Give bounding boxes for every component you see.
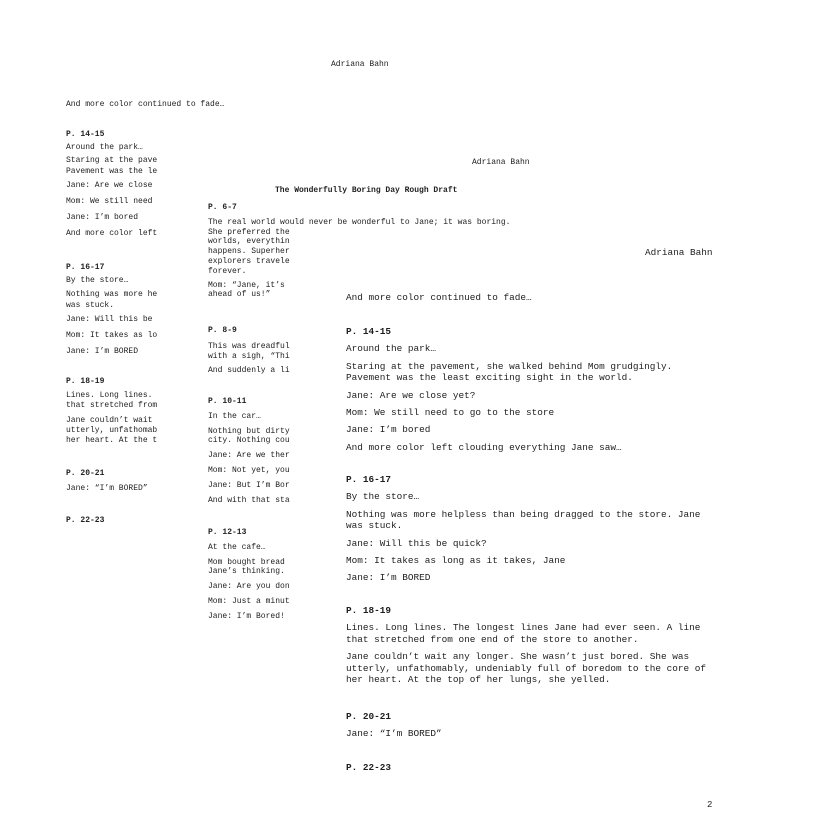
text-line: This was dreadful (208, 341, 290, 351)
section-heading: P. 16-17 (346, 474, 392, 485)
text-line: Jane couldn’t wait (66, 415, 153, 425)
document-title-block (275, 186, 457, 196)
text-line: Jane: I’m bored (346, 424, 431, 436)
text-line: Jane: But I’m Bor (208, 480, 290, 490)
text-line: Jane: Will this be (66, 314, 153, 324)
text-line: worlds, everythin (208, 237, 290, 247)
section-p22-23 (346, 762, 391, 773)
text-line: Around the park… (346, 343, 437, 355)
text-line: Around the park… (66, 143, 143, 153)
section-p18-19 (346, 605, 718, 685)
text-line: In the car… (208, 411, 261, 421)
section-p8-9 (208, 326, 290, 376)
section-heading: P. 12-13 (208, 528, 247, 537)
page-header-author: Adriana Bahn (472, 158, 530, 167)
text-line: Jane: Are you don (208, 582, 290, 592)
text-line: Mom: It takes as long as it takes, Jane (346, 555, 566, 567)
text-paragraph: Nothing was more helpless than being dragged to the store. Jane was stuck. (346, 508, 701, 532)
section-heading: P. 14-15 (346, 326, 392, 337)
section-p12-13 (208, 528, 290, 622)
text-line: Jane: “I’m BORED” (346, 728, 442, 740)
section-p14-15 (346, 326, 706, 453)
text-line: Jane: “I’m BORED” (66, 484, 148, 494)
intro-text: And more color continued to fade… (66, 100, 225, 109)
text-line: Mom: We still need (66, 197, 153, 207)
section-p20-21 (346, 711, 442, 740)
text-paragraph: Lines. Long lines. The longest lines Jane had ever seen. A line that stretched from one end of the store to another. (346, 622, 701, 645)
text-line: explorers travele (208, 256, 290, 266)
text-line: Jane: I’m Bored! (208, 611, 285, 621)
text-line: Lines. Long lines. (66, 391, 153, 401)
text-line: Mom: It takes as lo (66, 331, 158, 341)
text-line: The real world would never be wonderful to Jane; it was boring. (208, 217, 511, 227)
text-line: Nothing was more he (66, 290, 158, 300)
section-p16-17 (66, 263, 157, 357)
section-heading: P. 20-21 (66, 469, 105, 478)
text-line: Jane: Are we close (66, 180, 153, 190)
section-p14-15 (66, 130, 157, 240)
page-header-author: Adriana Bahn (331, 60, 389, 69)
section-heading: P. 22-23 (66, 516, 105, 525)
section-heading: P. 18-19 (346, 605, 392, 616)
page-header-author: Adriana Bahn (645, 247, 713, 258)
page-intro (66, 100, 225, 110)
text-line: Mom: We still need to go to the store (346, 407, 555, 419)
text-line: And more color left clouding everything Jane saw… (346, 441, 622, 453)
text-line: Jane: Are we close yet? (346, 389, 476, 401)
text-line: Mom: Not yet, you (208, 465, 290, 475)
text-line: Jane: I’m BORED (66, 347, 139, 357)
section-p10-11 (208, 397, 290, 505)
text-line: ahead of us!” (208, 290, 271, 300)
text-line: By the store… (66, 276, 129, 286)
text-line: And suddenly a li (208, 366, 290, 376)
document-title: The Wonderfully Boring Day Rough Draft (275, 186, 458, 195)
text-line: Staring at the pave (66, 156, 158, 166)
text-paragraph: Staring at the pavement, she walked behind Mom grudgingly. Pavement was the least exciting sight in the world. (346, 360, 673, 384)
section-heading: P. 8-9 (208, 326, 237, 335)
text-line: By the store… (346, 491, 420, 503)
text-line: Mom: Just a minut (208, 596, 290, 606)
text-line: At the cafe… (208, 542, 266, 552)
text-line: She preferred the (208, 227, 290, 237)
text-line: forever. (208, 266, 247, 276)
section-heading: P. 18-19 (66, 377, 105, 386)
section-heading: P. 10-11 (208, 397, 247, 406)
text-line: Jane’s thinking. (208, 567, 285, 577)
text-line: happens. Superher (208, 247, 290, 257)
text-line: that stretched from (66, 401, 158, 411)
section-p16-17 (346, 474, 706, 584)
text-line: city. Nothing cou (208, 436, 290, 446)
section-heading: P. 14-15 (66, 130, 105, 139)
text-line: Jane: I’m BORED (346, 572, 431, 584)
section-heading: P. 6-7 (208, 203, 237, 212)
text-line: Pavement was the le (66, 166, 158, 176)
page-intro (346, 292, 532, 303)
text-line: And with that sta (208, 495, 290, 505)
text-line: Mom bought bread (208, 557, 285, 567)
section-heading: P. 16-17 (66, 263, 105, 272)
section-heading: P. 22-23 (346, 762, 392, 773)
section-p20-21 (66, 469, 148, 494)
page-number: 2 (707, 800, 713, 810)
text-line: Jane: Are we ther (208, 451, 290, 461)
document-page-front (334, 236, 836, 836)
text-line: utterly, unfathomab (66, 425, 158, 435)
text-line: her heart. At the t (66, 436, 158, 446)
text-line: Jane: Will this be quick? (346, 537, 487, 549)
text-line: Nothing but dirty (208, 426, 290, 436)
section-p18-19 (66, 377, 157, 446)
text-line: Mom: “Jane, it’s (208, 280, 285, 290)
section-heading: P. 20-21 (346, 711, 392, 722)
text-paragraph: Jane couldn’t wait any longer. She wasn’t just bored. She was utterly, unfathomably, undeniably full of boredom to the core of her heart. At the top of her lungs, she yelled. (346, 651, 707, 686)
text-line: with a sigh, “Thi (208, 351, 290, 361)
section-p22-23 (66, 516, 104, 526)
intro-text: And more color continued to fade… (346, 292, 532, 303)
text-line: Jane: I’m bored (66, 213, 139, 223)
text-line: was stuck. (66, 300, 115, 310)
text-line: And more color left (66, 229, 158, 239)
